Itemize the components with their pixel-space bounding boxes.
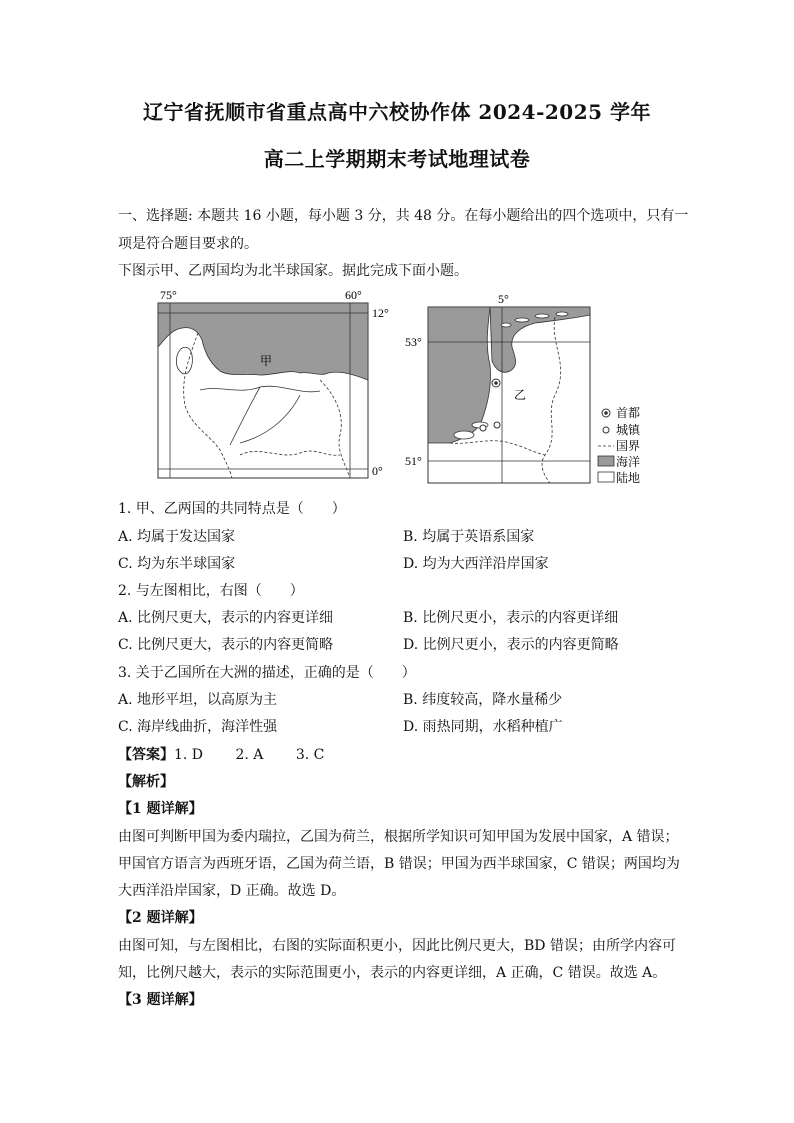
question-1-option-d: D. 均为大西洋沿岸国家 [403,556,549,572]
question-3-option-b: B. 纬度较高，降水量稀少 [403,692,563,708]
question-1-option-a: A. 均属于发达国家 [118,529,236,545]
question-1-option-b: B. 均属于英语系国家 [403,529,535,545]
legend-land-icon [598,472,614,482]
detail-1-line: 甲国官方语言为西班牙语，乙国为荷兰语，B 错误；甲国为西半球国家，C 错误；两国均为 [118,856,680,872]
question-2-option-d: D. 比例尺更小，表示的内容更简略 [403,637,619,653]
right-map [405,292,590,483]
right-map-lon: 5° [498,292,509,306]
question-2-stem: 2. 与左图相比，右图（ ） [118,583,304,599]
right-map-lat-bottom: 51° [405,454,422,468]
legend-sea: 海洋 [616,455,641,469]
detail-2-header: 【2 题详解】 [118,910,203,926]
legend-border: 国界 [616,439,641,453]
section-intro-2: 项是符合题目要求的。 [118,236,258,252]
right-map-label: 乙 [514,388,527,402]
detail-2-line: 由图可知，与左图相比，右图的实际面积更小，因此比例尺更大，BD 错误；由所学内容可 [118,938,676,954]
right-map-island [454,431,474,439]
right-map-town [494,422,500,428]
legend-town-icon [603,427,609,433]
question-1-stem: 1. 甲、乙两国的共同特点是（ ） [118,501,346,517]
detail-1-line: 由图可判断甲国为委内瑞拉，乙国为荷兰，根据所学知识可知甲国为发展中国家，A 错误； [118,829,679,845]
question-2-option-c: C. 比例尺更大，表示的内容更简略 [118,637,334,653]
title-line-2: 高二上学期期末考试地理试卷 [263,147,531,171]
map-legend [598,405,641,485]
map-figure [150,285,650,495]
answer-label: 【答案】 [118,747,174,763]
detail-1-header: 【1 题详解】 [118,801,203,817]
question-1-option-c: C. 均为东半球国家 [118,556,236,572]
analysis-header: 【解析】 [118,774,174,790]
right-map-capital-dot [494,381,498,385]
right-map-island [501,323,511,327]
question-2-option-a: A. 比例尺更大，表示的内容更详细 [118,610,334,626]
legend-town: 城镇 [616,423,641,437]
right-map-lat-top: 53° [405,335,422,349]
question-3-option-d: D. 雨热同期，水稻种植广 [403,719,563,735]
answer-text: 1. D 2. A 3. C [174,747,325,763]
left-map-label: 甲 [260,354,273,368]
detail-2-line: 知，比例尺越大，表示的实际范围更小，表示的内容更详细，A 正确，C 错误。故选 A。 [118,965,667,981]
question-3-stem: 3. 关于乙国所在大洲的描述，正确的是（ ） [118,665,416,681]
left-map-lat-top: 12° [372,306,389,320]
question-3-option-c: C. 海岸线曲折，海洋性强 [118,719,278,735]
title-line-1: 辽宁省抚顺市省重点高中六校协作体 2024-2025 学年 [142,100,652,124]
left-map-lon-2: 60° [345,288,362,302]
detail-1-line: 大西洋沿岸国家，D 正确。故选 D。 [118,883,346,899]
left-map [158,288,389,478]
right-map-island [535,314,549,318]
left-map-lat-bottom: 0° [372,464,383,478]
question-group-stem: 下图示甲、乙两国均为北半球国家。据此完成下面小题。 [118,263,468,279]
legend-sea-icon [598,456,614,466]
question-3-option-a: A. 地形平坦，以高原为主 [118,692,278,708]
legend-capital-icon-dot [604,411,608,415]
right-map-town [480,425,486,431]
right-map-island [556,312,568,316]
answer-line [118,744,324,764]
legend-capital: 首都 [616,406,641,420]
left-map-lake [176,347,192,374]
section-intro-1: 一、选择题: 本题共 16 小题，每小题 3 分，共 48 分。在每小题给出的四个选项中，只有一 [118,208,689,224]
left-map-lon-1: 75° [160,288,177,302]
right-map-island [515,318,529,322]
question-2-option-b: B. 比例尺更小，表示的内容更详细 [403,610,619,626]
legend-land: 陆地 [616,471,641,485]
detail-3-header: 【3 题详解】 [118,992,203,1008]
